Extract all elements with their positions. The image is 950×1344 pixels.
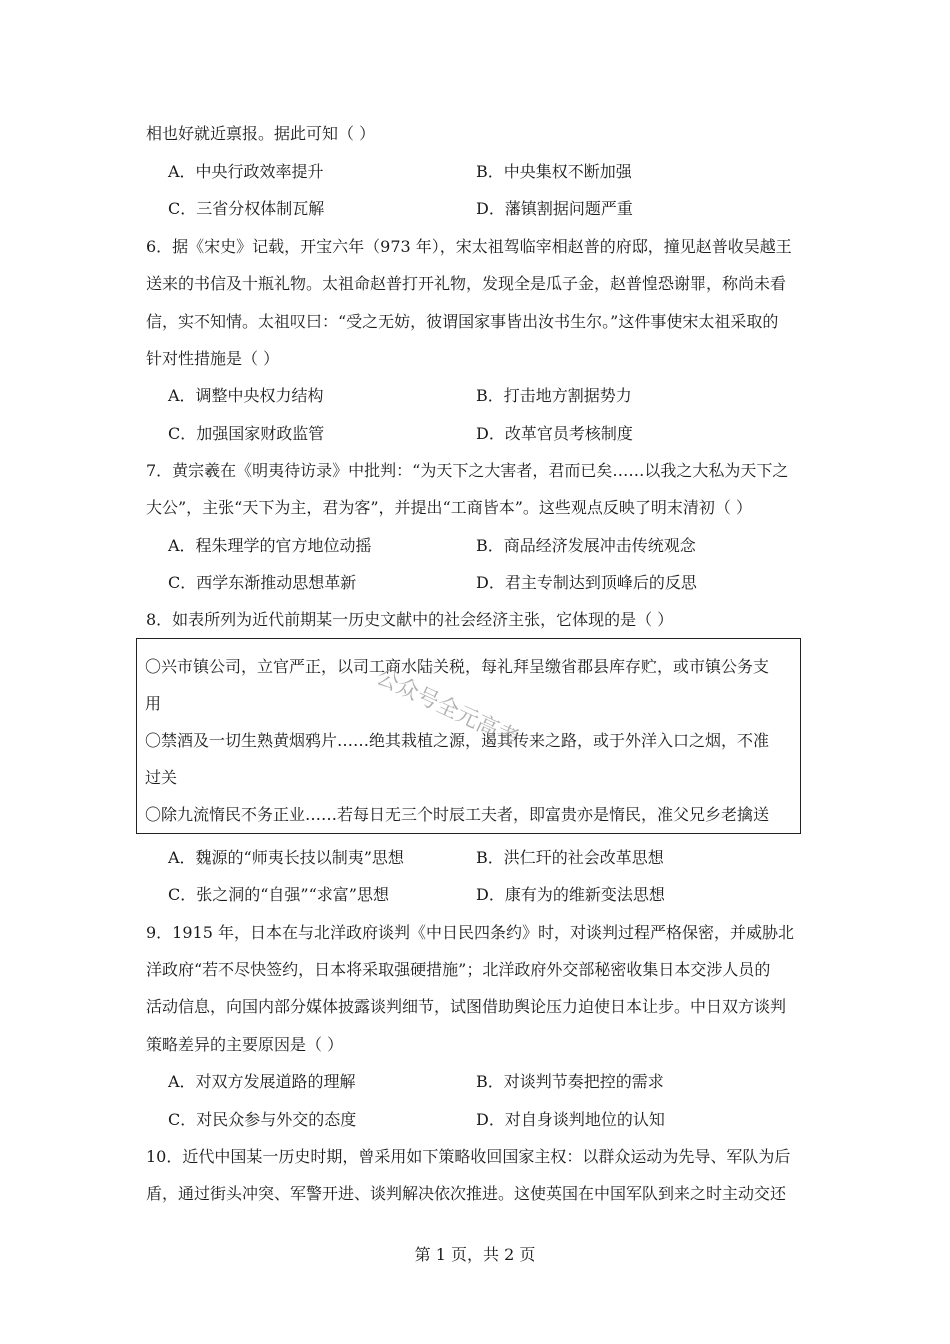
q5-option-a: A．中央行政效率提升 xyxy=(168,162,324,181)
q6-option-b: B．打击地方割据势力 xyxy=(476,386,632,405)
q8-option-b: B．洪仁玕的社会改革思想 xyxy=(476,848,664,867)
page-footer: 第 1 页，共 2 页 xyxy=(414,1245,536,1264)
q6-option-d: D．改革官员考核制度 xyxy=(476,424,633,443)
q8-table-line: 过关 xyxy=(145,768,178,787)
q8-table-line: 用 xyxy=(145,694,162,713)
q5-option-c: C．三省分权体制瓦解 xyxy=(168,199,325,218)
q7-stem-line: 大公”，主张“天下为主，君为客”，并提出“工商皆本”。这些观点反映了明末清初（ ） xyxy=(146,498,752,517)
q9-stem-line: 洋政府“若不尽快签约，日本将采取强硬措施”；北洋政府外交部秘密收集日本交涉人员的 xyxy=(146,960,771,979)
q7-stem-line: 7．黄宗羲在《明夷待访录》中批判：“为天下之大害者，君而已矣……以我之大私为天下之 xyxy=(146,461,789,480)
q9-stem-line: 9．1915 年，日本在与北洋政府谈判《中日民四条约》时，对谈判过程严格保密，并威胁北 xyxy=(146,923,794,942)
q5-option-b: B．中央集权不断加强 xyxy=(476,162,632,181)
q7-option-a: A．程朱理学的官方地位动摇 xyxy=(168,536,372,555)
q5-stem: 相也好就近禀报。据此可知（ ） xyxy=(146,124,376,143)
q9-option-d: D．对自身谈判地位的认知 xyxy=(476,1110,665,1129)
q8-table-line: 〇禁酒及一切生熟黄烟鸦片……绝其栽植之源，遏其传来之路，或于外洋入口之烟，不准 xyxy=(145,731,770,750)
q9-option-c: C．对民众参与外交的态度 xyxy=(168,1110,357,1129)
q10-stem-line: 盾，通过街头冲突、军警开进、谈判解决依次推进。这使英国在中国军队到来之时主动交还 xyxy=(146,1184,787,1203)
q8-table-line: 〇除九流惰民不务正业……若每日无三个时辰工夫者，即富贵亦是惰民，准父兄乡老擒送 xyxy=(145,805,770,824)
q8-table-line: 〇兴市镇公司，立官严正，以司工商水陆关税，每礼拜呈缴省郡县库存贮，或市镇公务支 xyxy=(145,657,770,676)
q9-stem-line: 策略差异的主要原因是（ ） xyxy=(146,1035,344,1054)
q10-stem-line: 10．近代中国某一历史时期，曾采用如下策略收回国家主权：以群众运动为先导、军队为后 xyxy=(146,1147,791,1166)
q6-stem-line: 针对性措施是（ ） xyxy=(146,349,280,368)
watermark: 公众号全元高考 xyxy=(372,664,523,753)
q8-stem: 8．如表所列为近代前期某一历史文献中的社会经济主张，它体现的是（ ） xyxy=(146,610,674,629)
q6-stem-line: 送来的书信及十瓶礼物。太祖命赵普打开礼物，发现全是瓜子金，赵普惶恐谢罪，称尚未看 xyxy=(146,274,787,293)
q8-option-d: D．康有为的维新变法思想 xyxy=(476,885,665,904)
q8-option-a: A．魏源的“师夷长技以制夷”思想 xyxy=(168,848,404,867)
q8-document-table xyxy=(136,638,801,834)
q6-option-c: C．加强国家财政监管 xyxy=(168,424,325,443)
q7-option-d: D．君主专制达到顶峰后的反思 xyxy=(476,573,697,592)
q6-stem-line: 6．据《宋史》记载，开宝六年（973 年），宋太祖驾临宰相赵普的府邸，撞见赵普收吴越王 xyxy=(146,237,792,256)
q9-option-b: B．对谈判节奏把控的需求 xyxy=(476,1072,664,1091)
q7-option-c: C．西学东渐推动思想革新 xyxy=(168,573,357,592)
q6-stem-line: 信，实不知情。太祖叹曰：“受之无妨，彼谓国家事皆出汝书生尔。”这件事使宋太祖采取的 xyxy=(146,312,779,331)
q9-stem-line: 活动信息，向国内部分媒体披露谈判细节，试图借助舆论压力迫使日本让步。中日双方谈判 xyxy=(146,997,787,1016)
q5-option-d: D．藩镇割据问题严重 xyxy=(476,199,633,218)
q7-option-b: B．商品经济发展冲击传统观念 xyxy=(476,536,696,555)
q6-option-a: A．调整中央权力结构 xyxy=(168,386,324,405)
q9-option-a: A．对双方发展道路的理解 xyxy=(168,1072,356,1091)
q8-option-c: C．张之洞的“自强”“求富”思想 xyxy=(168,885,389,904)
